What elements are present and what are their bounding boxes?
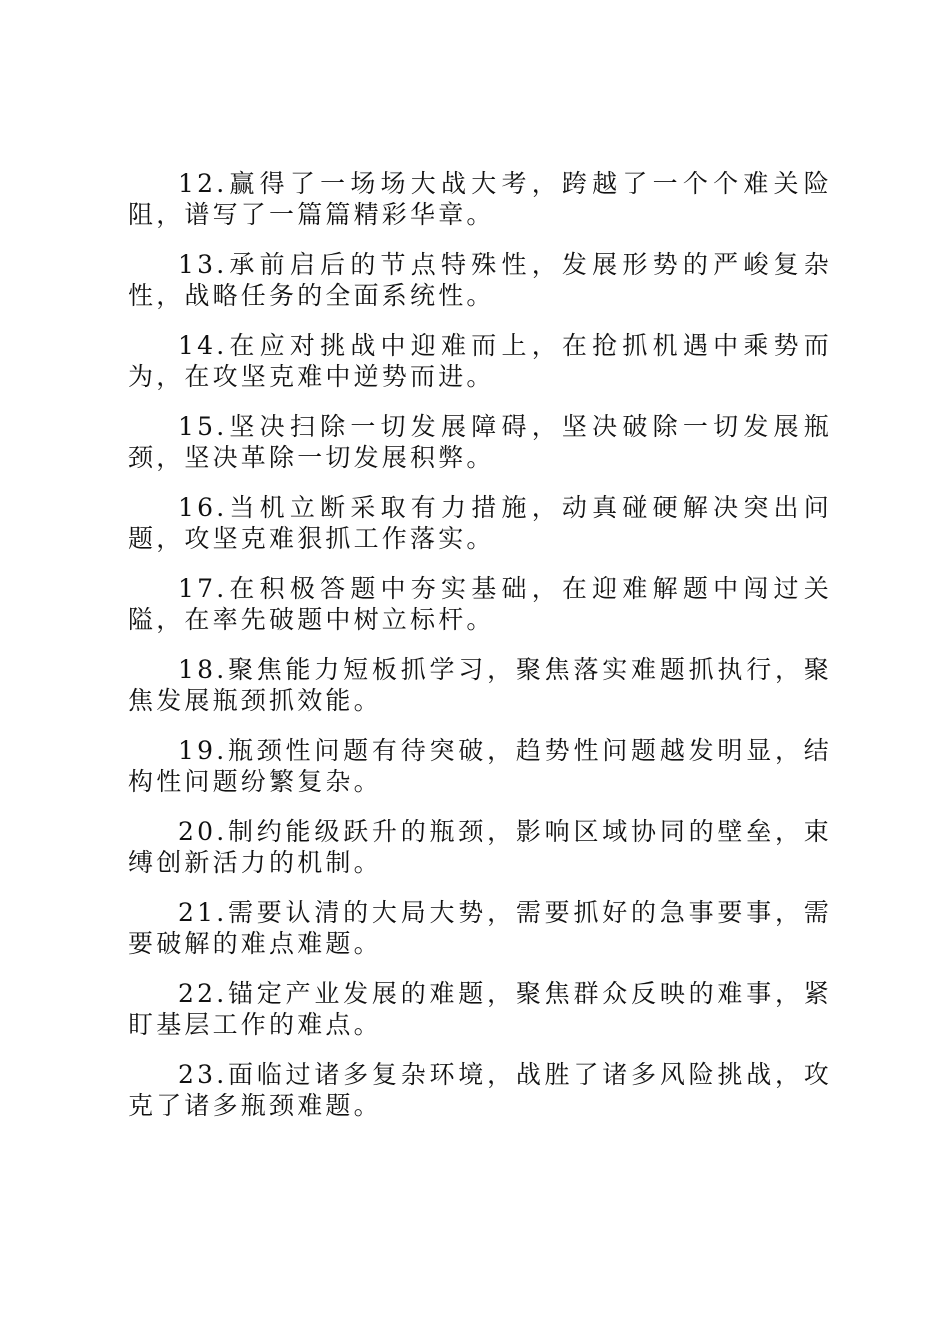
paragraph-22: 22.锚定产业发展的难题，聚焦群众反映的难事，紧盯基层工作的难点。: [128, 979, 832, 1039]
paragraph-18: 18.聚焦能力短板抓学习，聚焦落实难题抓执行，聚焦发展瓶颈抓效能。: [128, 655, 832, 715]
paragraph-23: 23.面临过诸多复杂环境，战胜了诸多风险挑战，攻克了诸多瓶颈难题。: [128, 1060, 832, 1120]
document-body: [128, 168, 832, 1140]
paragraph-12: 12.赢得了一场场大战大考，跨越了一个个难关险阻，谱写了一篇篇精彩华章。: [128, 169, 832, 229]
paragraph-20: 20.制约能级跃升的瓶颈，影响区域协同的壁垒，束缚创新活力的机制。: [128, 817, 832, 877]
paragraph-15: 15.坚决扫除一切发展障碍，坚决破除一切发展瓶颈，坚决革除一切发展积弊。: [128, 412, 832, 472]
paragraph-16: 16.当机立断采取有力措施，动真碰硬解决突出问题，攻坚克难狠抓工作落实。: [128, 493, 832, 553]
paragraph-19: 19.瓶颈性问题有待突破，趋势性问题越发明显，结构性问题纷繁复杂。: [128, 736, 832, 796]
paragraph-17: 17.在积极答题中夯实基础，在迎难解题中闯过关隘，在率先破题中树立标杆。: [128, 574, 832, 634]
paragraph-21: 21.需要认清的大局大势，需要抓好的急事要事，需要破解的难点难题。: [128, 898, 832, 958]
paragraph-13: 13.承前启后的节点特殊性，发展形势的严峻复杂性，战略任务的全面系统性。: [128, 250, 832, 310]
paragraph-14: 14.在应对挑战中迎难而上，在抢抓机遇中乘势而为，在攻坚克难中逆势而进。: [128, 331, 832, 391]
